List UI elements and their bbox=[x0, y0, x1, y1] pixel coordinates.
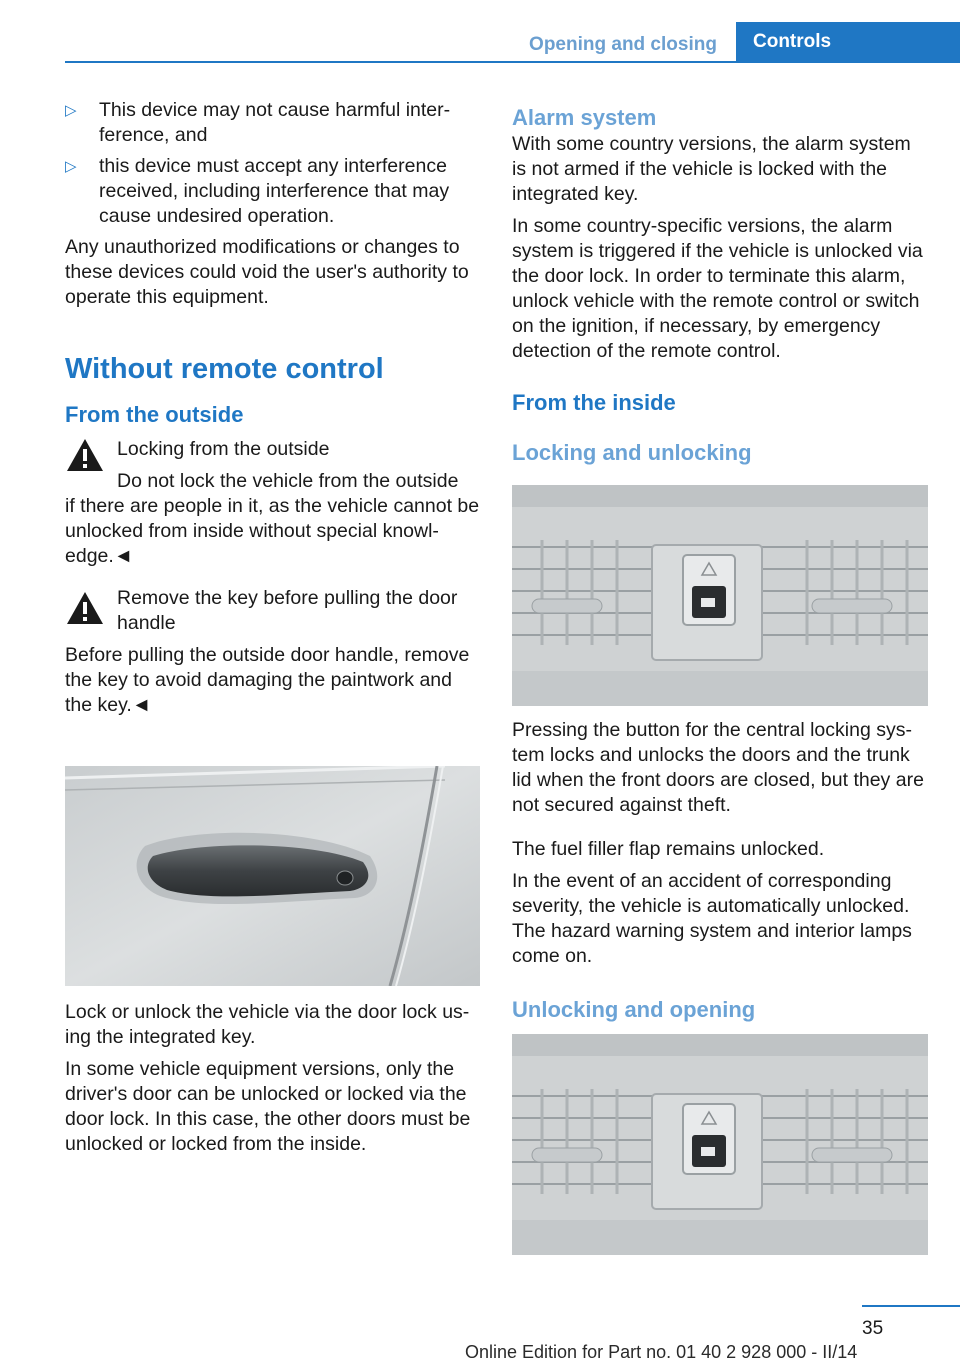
warning-body: if there are people in it, as the vehicle cannot be unlocked from inside without special knowl-edge.◄ bbox=[65, 495, 480, 567]
left-column bbox=[65, 98, 481, 718]
header-section-title: Opening and closing bbox=[529, 33, 717, 55]
footer-edition: Online Edition for Part no. 01 40 2 928 000 - II/14 bbox=[465, 1342, 858, 1362]
footer-rule bbox=[862, 1305, 960, 1307]
heading-from-the-inside: From the inside bbox=[512, 390, 676, 415]
paragraph-lock-unlock: Lock or unlock the vehicle via the door lock us-ing the integrated key. bbox=[65, 1001, 470, 1048]
warning-triangle-icon bbox=[65, 437, 105, 473]
fcc-paragraph: Any unauthorized modifications or changes to these devices could void the user's authority to operate this equipment. bbox=[65, 236, 469, 308]
right-column bbox=[512, 104, 928, 467]
bullet-arrow-icon: ▷ bbox=[65, 102, 77, 119]
bullet-item: ▷ this device must accept any interference received, including interference that may cause undesired operation. bbox=[65, 155, 450, 227]
warning-title: Remove the key before pulling the door handle bbox=[117, 587, 458, 634]
paragraph-alarm-2: In some country-specific versions, the alarm system is triggered if the vehicle is unlocked via the door lock. In order to terminate this alarm, unlock vehicle with the remote control or switch on the ignition, if necessary, by emergency detection of the remote control. bbox=[512, 215, 923, 362]
paragraph-alarm-1: With some country versions, the alarm system is not armed if the vehicle is locked with the integrated key. bbox=[512, 133, 911, 205]
bullet-item: ▷ This device may not cause harmful inter-ference, and bbox=[65, 99, 451, 146]
door-handle-image bbox=[65, 766, 480, 986]
paragraph-fuel-flap: The fuel filler flap remains unlocked. bbox=[512, 838, 825, 860]
warning-remove-key bbox=[65, 586, 481, 718]
header-chapter-tab: Controls bbox=[736, 22, 960, 62]
header-rule bbox=[65, 61, 960, 63]
warning-body: Before pulling the outside door handle, remove the key to avoid damaging the paintwork and the key.◄ bbox=[65, 644, 470, 716]
warning-title: Locking from the outside bbox=[117, 438, 330, 460]
paragraph-equipment-versions: In some vehicle equipment versions, only the driver's door can be unlocked or locked via the door lock. In this case, the other doors must be unlocked or locked from the inside. bbox=[65, 1058, 471, 1155]
warning-triangle-icon bbox=[65, 590, 105, 626]
right-column-middle bbox=[512, 718, 928, 1024]
heading-alarm-system: Alarm system bbox=[512, 105, 657, 130]
warning-locking-outside bbox=[65, 437, 481, 569]
bullet-arrow-icon: ▷ bbox=[65, 158, 77, 175]
paragraph-accident: In the event of an accident of corresponding severity, the vehicle is automatically unlocked. The hazard warning system and interior lamps come on. bbox=[512, 870, 912, 967]
left-column-lower bbox=[65, 1000, 481, 1164]
paragraph-central-locking-button: Pressing the button for the central locking sys-tem locks and unlocks the doors and the trunk lid when the front doors are closed, but they are not secured against theft. bbox=[512, 719, 924, 816]
central-locking-button-image bbox=[512, 485, 928, 706]
central-locking-button-image-2 bbox=[512, 1034, 928, 1255]
heading-unlocking-opening: Unlocking and opening bbox=[512, 997, 756, 1022]
warning-body-first-line: Do not lock the vehicle from the outside bbox=[117, 470, 459, 492]
heading-from-the-outside: From the outside bbox=[65, 402, 244, 427]
heading-without-remote-control: Without remote control bbox=[65, 353, 384, 385]
page-number: 35 bbox=[862, 1318, 884, 1339]
heading-locking-unlocking: Locking and unlocking bbox=[512, 440, 752, 465]
